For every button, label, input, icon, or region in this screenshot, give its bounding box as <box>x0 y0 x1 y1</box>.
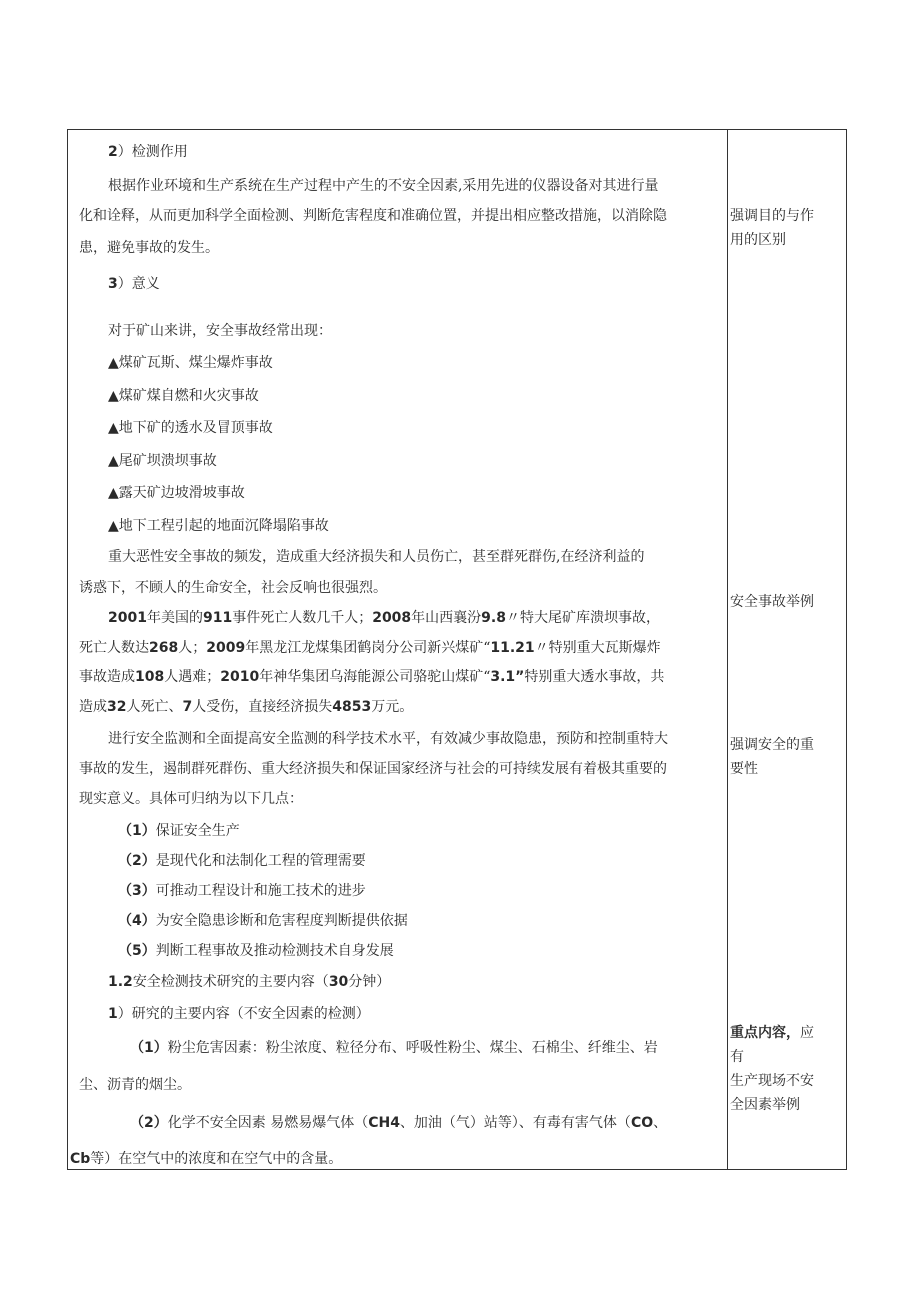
detect-line-3: 患，避免事故的发生。 <box>79 240 219 256</box>
para1-line-1: 重大恶性安全事故的频发，造成重大经济损失和人员伤亡，甚至群死群伤,在经济利益的 <box>108 549 645 565</box>
point-num: （4） <box>118 913 156 929</box>
note-line <box>730 1021 848 1045</box>
note-line: 要性 <box>730 761 758 777</box>
case-text: 事件死亡人数几千人； <box>232 610 373 626</box>
case-number: 108 <box>135 669 165 685</box>
para2-line-3: 现实意义。具体可归纳为以下几点： <box>79 791 303 807</box>
case-text: 人死亡、 <box>126 699 183 715</box>
chemical-factor-line-2 <box>70 1149 342 1169</box>
case-number: 3.1” <box>490 669 525 685</box>
heading-meaning-num: 3 <box>108 276 118 292</box>
case-text: 〃特大尾矿库溃坝事故， <box>505 610 660 626</box>
case-number: 9.8 <box>481 610 506 626</box>
heading-content-text: 安全检测技术研究的主要内容（ <box>132 974 329 990</box>
note-purpose-vs-role <box>730 204 848 252</box>
point-text: 是现代化和法制化工程的管理需要 <box>155 853 366 869</box>
para2-line-2: 事故的发生，遏制群死群伤、重大经济损失和保证国家经济与社会的可持续发展有着极其重要的 <box>79 761 667 777</box>
case-text: 造成 <box>79 699 107 715</box>
point-item <box>118 851 366 871</box>
item-text: 化学不安全因素 易燃易爆气体（ <box>167 1115 369 1131</box>
note-accident-examples <box>730 590 848 614</box>
heading-meaning-text: ）意义 <box>117 276 160 292</box>
case-number: 268 <box>149 640 179 656</box>
point-item <box>118 821 240 841</box>
chemical-factor-line-1 <box>130 1113 667 1133</box>
heading-detect-num: 2 <box>108 144 118 160</box>
case-text: 年美国的 <box>146 610 203 626</box>
note-line: 强调安全的重 <box>730 737 814 753</box>
point-text: 为安全隐患诊断和危害程度判断提供依据 <box>155 913 408 929</box>
lesson-plan-table <box>67 129 847 1170</box>
point-text: 判断工程事故及推动检测技术自身发展 <box>155 943 394 959</box>
case-text: 年黑龙江龙煤集团鹤岗分公司新兴煤矿“ <box>245 640 491 656</box>
accident-item: ▲煤矿煤自燃和火灾事故 <box>108 388 259 404</box>
gas-formula: Cb <box>70 1151 91 1167</box>
case-text: 〃特别重大瓦斯爆炸 <box>534 640 661 656</box>
note-safety-importance <box>730 733 848 781</box>
year-2009: 2009 <box>206 640 246 656</box>
point-item <box>118 881 366 901</box>
subheading-num: 1 <box>108 1006 118 1022</box>
item-text: 等）在空气中的浓度和在空气中的含量。 <box>90 1151 343 1167</box>
case-text: 人受伤，直接经济损失 <box>192 699 333 715</box>
accident-item: ▲尾矿坝溃坝事故 <box>108 453 217 469</box>
heading-content-minutes: 30 <box>328 974 349 990</box>
point-num: （5） <box>118 943 156 959</box>
accident-item: ▲露天矿边坡滑坡事故 <box>108 485 245 501</box>
heading-content <box>108 972 390 992</box>
heading-content-tail: 分钟） <box>348 974 391 990</box>
case-number: 4853 <box>332 699 372 715</box>
point-text: 可推动工程设计和施工技术的进步 <box>155 883 366 899</box>
note-line: 有 <box>730 1049 744 1065</box>
cases-line-2 <box>79 638 661 658</box>
case-number: 911 <box>202 610 233 626</box>
cases-line-1 <box>108 608 660 628</box>
dust-factor-line-2: 尘、沥青的烟尘。 <box>79 1077 191 1093</box>
case-text: 年山西襄汾 <box>411 610 482 626</box>
accident-item: ▲地下矿的透水及冒顶事故 <box>108 420 273 436</box>
note-line: 全因素举例 <box>730 1097 800 1113</box>
case-number: 11.21 <box>490 640 535 656</box>
note-line: 安全事故举例 <box>730 594 814 610</box>
note-line: 强调目的与作 <box>730 208 814 224</box>
meaning-intro: 对于矿山来讲，安全事故经常出现： <box>108 323 332 339</box>
cases-line-4 <box>79 697 413 717</box>
case-text: 人遇难； <box>164 669 221 685</box>
note-line: 生产现场不安 <box>730 1073 814 1089</box>
note-bold: 重点内容， <box>730 1025 800 1041</box>
point-item <box>118 941 394 961</box>
heading-meaning <box>108 274 160 294</box>
point-num: （2） <box>118 853 156 869</box>
item-num: （2） <box>130 1115 168 1131</box>
point-text: 保证安全生产 <box>155 823 240 839</box>
note-line: 用的区别 <box>730 232 786 248</box>
subheading-content <box>108 1004 370 1024</box>
para2-line-1: 进行安全监测和全面提高安全监测的科学技术水平，有效减少事故隐患，预防和控制重特大 <box>108 731 668 747</box>
detect-line-1: 根据作业环境和生产系统在生产过程中产生的不安全因素,采用先进的仪器设备对其进行量 <box>108 178 659 194</box>
year-2008: 2008 <box>372 610 412 626</box>
item-num: （1） <box>130 1040 168 1056</box>
case-text: 年神华集团乌海能源公司骆驼山煤矿“ <box>259 669 491 685</box>
subheading-text: ）研究的主要内容（不安全因素的检测） <box>117 1006 370 1022</box>
column-divider <box>727 130 728 1169</box>
point-num: （1） <box>118 823 156 839</box>
gas-formula: CO <box>630 1115 654 1131</box>
year-2010: 2010 <box>220 669 260 685</box>
heading-content-num: 1.2 <box>108 974 133 990</box>
case-text: 死亡人数达 <box>79 640 149 656</box>
gas-formula: CH4 <box>368 1115 400 1131</box>
dust-factor-line-1 <box>130 1038 658 1058</box>
point-num: （3） <box>118 883 156 899</box>
case-text: 人； <box>178 640 207 656</box>
item-text: 、 <box>653 1115 668 1131</box>
point-item <box>118 911 408 931</box>
case-number: 32 <box>107 699 127 715</box>
case-text: 万元。 <box>371 699 414 715</box>
case-number: 7 <box>182 699 193 715</box>
heading-detect <box>108 142 188 162</box>
note-key-content <box>730 1021 848 1117</box>
case-text: 特别重大透水事故，共 <box>524 669 665 685</box>
year-2001: 2001 <box>108 610 147 626</box>
heading-detect-text: ）检测作用 <box>117 144 188 160</box>
item-text: 、加油（气）站等）、有毒有害气体（ <box>399 1115 631 1131</box>
detect-line-2: 化和诠释，从而更加科学全面检测、判断危害程度和准确位置，并提出相应整改措施，以消除隐 <box>79 208 667 224</box>
accident-item: ▲煤矿瓦斯、煤尘爆炸事故 <box>108 355 273 371</box>
para1-line-2: 诱惑下，不顾人的生命安全，社会反响也很强烈。 <box>79 580 387 596</box>
item-text: 粉尘危害因素：粉尘浓度、粒径分布、呼吸性粉尘、煤尘、石棉尘、纤维尘、岩 <box>167 1040 658 1056</box>
case-text: 事故造成 <box>79 669 135 685</box>
note-tail: 应 <box>800 1025 814 1041</box>
accident-item: ▲地下工程引起的地面沉降塌陷事故 <box>108 518 329 534</box>
cases-line-3 <box>79 667 664 687</box>
